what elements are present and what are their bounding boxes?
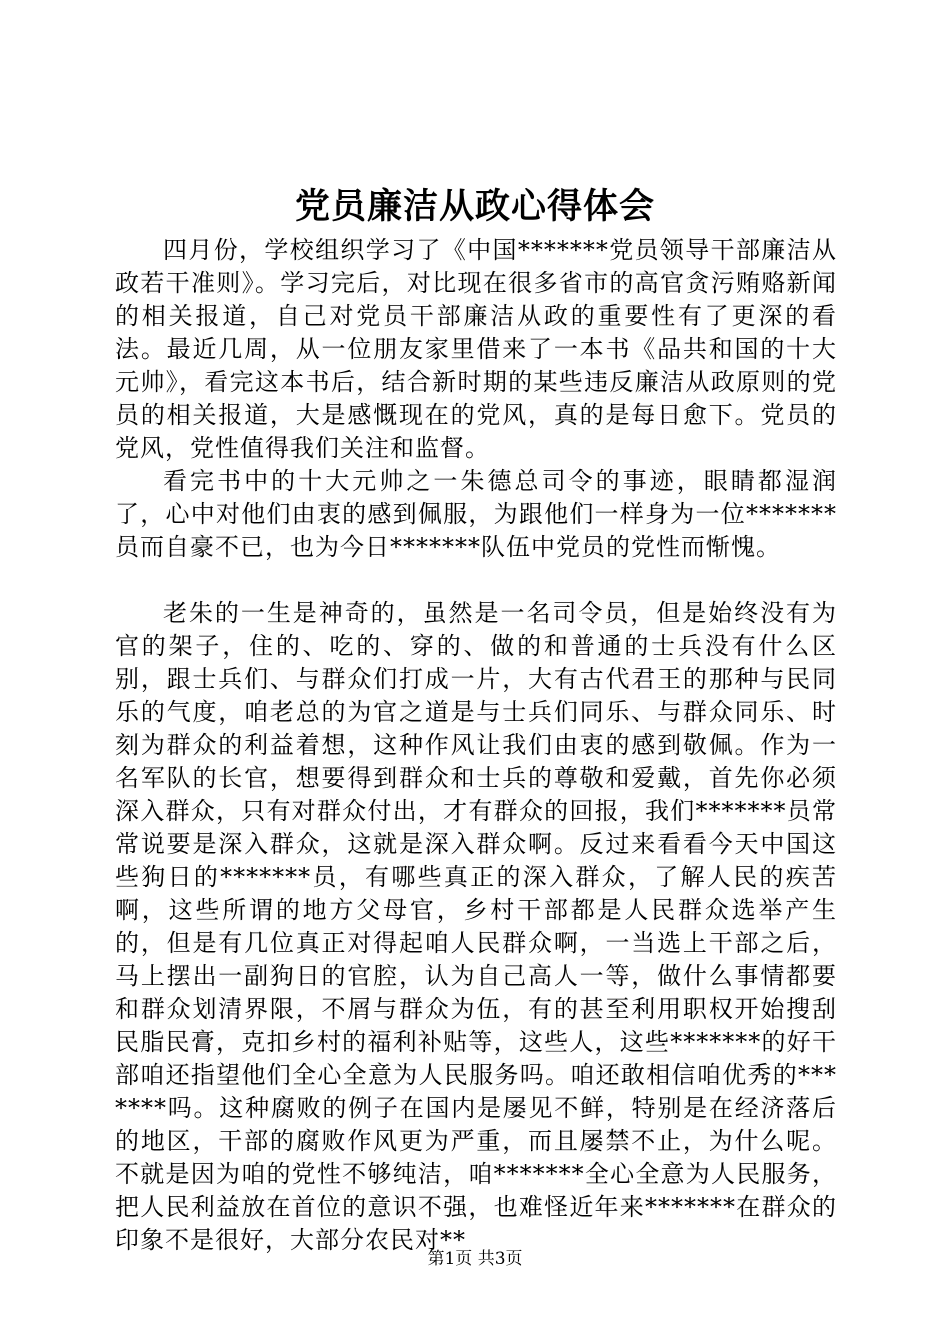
document-body	[115, 234, 837, 1257]
paragraph-1: 四月份，学校组织学习了《中国*******党员领导干部廉洁从政若干准则》。学习完后，对比现在很多省市的高官贪污贿赂新闻的相关报道，自己对党员干部廉洁从政的重要性有了更深的看法。最近几周，从一位朋友家里借来了一本书《品共和国的十大元帅》，看完这本书后，结合新时期的某些违反廉洁从政原则的党员的相关报道，大是感慨现在的党风，真的是每日愈下。党员的党风，党性值得我们关注和监督。	[115, 236, 837, 462]
blank-line	[115, 564, 837, 597]
paragraph-3: 老朱的一生是神奇的，虽然是一名司令员，但是始终没有为官的架子，住的、吃的、穿的、做的和普通的士兵没有什么区别，跟士兵们、与群众们打成一片，大有古代君王的那种与民同乐的气度，咱老总的为官之道是与士兵们同乐、与群众同乐、时刻为群众的利益着想，这种作风让我们由衷的感到敬佩。作为一名军队的长官，想要得到群众和士兵的尊敬和爱戴，首先你必须深入群众，只有对群众付出，才有群众的回报，我们*******员常常说要是深入群众，这就是深入群众啊。反过来看看今天中国这些狗日的*******员，有哪些真正的深入群众，了解人民的疾苦啊，这些所谓的地方父母官，乡村干部都是人民群众选举产生的，但是有几位真正对得起咱人民群众啊，一当选上干部之后，马上摆出一副狗日的官腔，认为自己高人一等，做什么事情都要和群众划清界限，不屑与群众为伍，有的甚至利用职权开始搜刮民脂民膏，克扣乡村的福利补贴等，这些人，这些*******的好干部咱还指望他们全心全意为人民服务吗。咱还敢相信咱优秀的*******吗。这种腐败的例子在国内是屡见不鲜，特别是在经济落后的地区，干部的腐败作风更为严重，而且屡禁不止，为什么呢。不就是因为咱的党性不够纯洁，咱*******全心全意为人民服务，把人民利益放在首位的意识不强，也难怪近年来*******在群众的印象不是很好，大部分农民对**	[115, 599, 837, 1254]
page-footer: 第1页 共3页	[427, 1249, 523, 1269]
paragraph-2: 看完书中的十大元帅之一朱德总司令的事迹，眼睛都湿润了，心中对他们由衷的感到佩服，为跟他们一样身为一位*******员而自豪不已，也为今日*******队伍中党员的党性而惭愧。	[115, 467, 837, 561]
document-title: 党员廉洁从政心得体会	[294, 186, 655, 227]
